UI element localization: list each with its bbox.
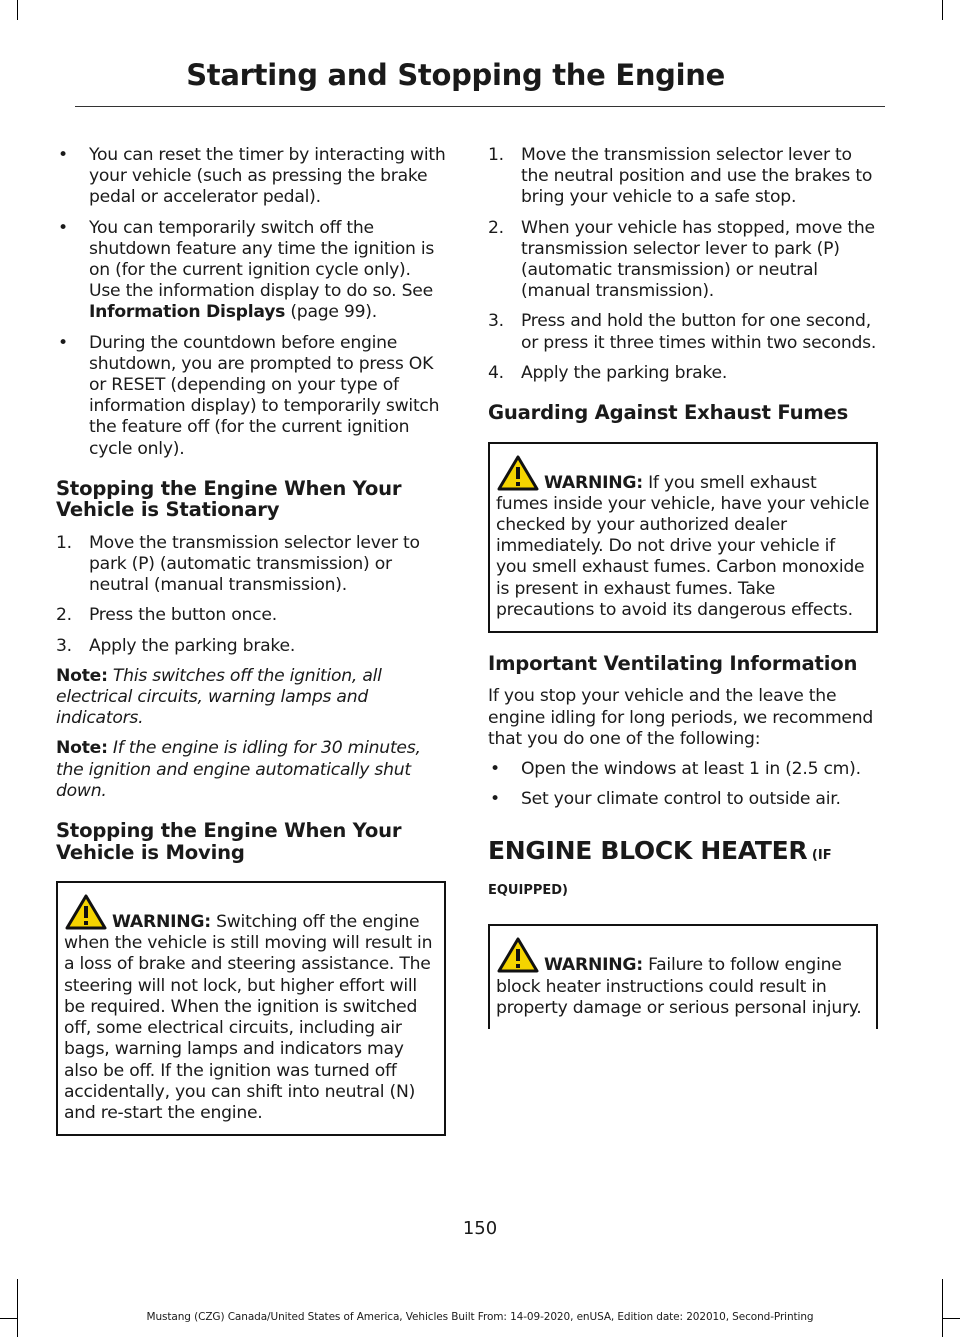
bullet-open-windows [488, 759, 878, 780]
section-heading-qualifier: (IF EQUIPPED) [488, 848, 832, 899]
warning-triangle-icon [64, 893, 108, 931]
note-ignition-off [56, 666, 446, 730]
step-item [56, 605, 446, 626]
step-item [488, 363, 878, 384]
bullet-text: Set your climate control to outside air. [521, 789, 841, 810]
step-item [56, 533, 446, 597]
warning-text: Switching off the engine when the vehicle is still moving will result in a loss of brake and steering assistance. The steering will not lock, but higher effort will be required. When the ignition is switched off, some electrical circuits, including air bags, warning lamps and indicators may also be off. If the ignition was turned off accidentally, you can shift into neutral (N) and re-start the engine. [64, 912, 433, 1123]
step-number: 1. [488, 145, 504, 165]
bullet-reset-timer [56, 145, 446, 209]
note-text: This switches off the ignition, all electrical circuits, warning lamps and indicators. [56, 665, 382, 729]
bullet-climate-control [488, 789, 878, 810]
note-idling [56, 738, 446, 802]
heading-exhaust-fumes: Guarding Against Exhaust Fumes [488, 401, 849, 425]
warning-text: If you smell exhaust fumes inside your vehicle, have your vehicle checked by your authorized dealer immediately. Do not drive your vehicle if you smell exhaust fumes. Carbon monoxide is present in exhaust fumes. Take precautions to avoid its dangerous effects. [496, 472, 870, 620]
note-text: If the engine is idling for 30 minutes, the ignition and engine automatically shut down. [56, 738, 421, 801]
section-heading-block-heater [488, 836, 878, 906]
step-number: 1. [56, 532, 72, 553]
warning-label: WARNING: [112, 912, 211, 933]
heading-ventilating: Important Ventilating Information [488, 651, 858, 675]
page-number: 150 [462, 1218, 498, 1239]
footer-doc-line: Mustang (CZG) Canada/United States of America, Vehicles Built From: 14-09-2020, enUSA, Edition date: 202010, Second-Printing [146, 1311, 814, 1323]
title-rule [75, 106, 885, 107]
crop-mark-bottom-right [942, 1279, 943, 1337]
bullet-mark: • [58, 145, 68, 165]
note-label: Note: [56, 738, 108, 759]
warning-box-heater [488, 924, 878, 1029]
step-text: Press and hold the button for one second, or press it three times within two seconds. [521, 311, 877, 353]
ventilating-intro: If you stop your vehicle and the leave the engine idling for long periods, we recommend that you do one of the following: [488, 686, 874, 749]
step-number: 4. [488, 362, 504, 383]
bullet-mark: • [490, 759, 500, 780]
warning-text: Failure to follow engine block heater instructions could result in property damage or serious personal injury. [496, 955, 862, 1018]
step-item [488, 145, 878, 209]
right-column [488, 145, 878, 1049]
bullet-text: Open the windows at least 1 in (2.5 cm). [521, 759, 861, 780]
step-number: 3. [488, 311, 504, 332]
bullet-text: You can temporarily switch off the shutdown feature any time the ignition is on (for the current ignition cycle only). Use the information display to do so. See [89, 217, 435, 302]
warning-triangle-icon [496, 936, 540, 974]
bullet-mark: • [58, 217, 68, 238]
left-column [56, 145, 446, 1156]
step-item [56, 636, 446, 657]
heading-moving: Stopping the Engine When Your Vehicle is Moving [56, 819, 402, 864]
bullet-text: You can reset the timer by interacting with your vehicle (such as pressing the brake pedal or accelerator pedal). [89, 145, 446, 208]
crop-mark-top-left [17, 0, 18, 20]
page-ref-text: (page 99). [285, 302, 377, 323]
crop-mark-top-right [942, 0, 943, 20]
step-text: Move the transmission selector lever to the neutral position and use the brakes to bring your vehicle to a safe stop. [521, 145, 873, 208]
step-text: Apply the parking brake. [89, 635, 296, 656]
crop-mark-bottom-left [17, 1279, 18, 1337]
step-item [488, 311, 878, 353]
step-text: Apply the parking brake. [521, 362, 728, 383]
bullet-switch-off-shutdown [56, 218, 446, 324]
bullet-text: During the countdown before engine shutdown, you are prompted to press OK or RESET (depending on your type of information display) to temporarily switch the feature off (for the current ignition cycle only). [89, 332, 440, 459]
warning-label: WARNING: [544, 472, 643, 493]
bullet-countdown [56, 333, 446, 460]
step-text: When your vehicle has stopped, move the transmission selector lever to park (P) (automatic transmission) or neutral (manual transmission). [521, 217, 875, 302]
bullet-mark: • [490, 789, 500, 810]
step-number: 2. [488, 217, 504, 238]
note-label: Note: [56, 665, 108, 686]
step-number: 2. [56, 605, 72, 626]
heading-stationary: Stopping the Engine When Your Vehicle is Stationary [56, 476, 402, 522]
warning-box-fumes [488, 442, 878, 633]
bullet-mark: • [58, 332, 68, 353]
warning-box-moving [56, 881, 446, 1136]
step-number: 3. [56, 635, 72, 656]
warning-triangle-icon [496, 454, 540, 492]
step-text: Move the transmission selector lever to park (P) (automatic transmission) or neutral (manual transmission). [89, 532, 420, 596]
page-title: Starting and Stopping the Engine [186, 58, 725, 92]
step-item [488, 218, 878, 303]
step-text: Press the button once. [89, 605, 277, 626]
information-displays-link[interactable]: Information Displays [89, 302, 286, 323]
warning-label: WARNING: [544, 955, 643, 976]
section-heading-text: ENGINE BLOCK HEATER [488, 836, 808, 866]
